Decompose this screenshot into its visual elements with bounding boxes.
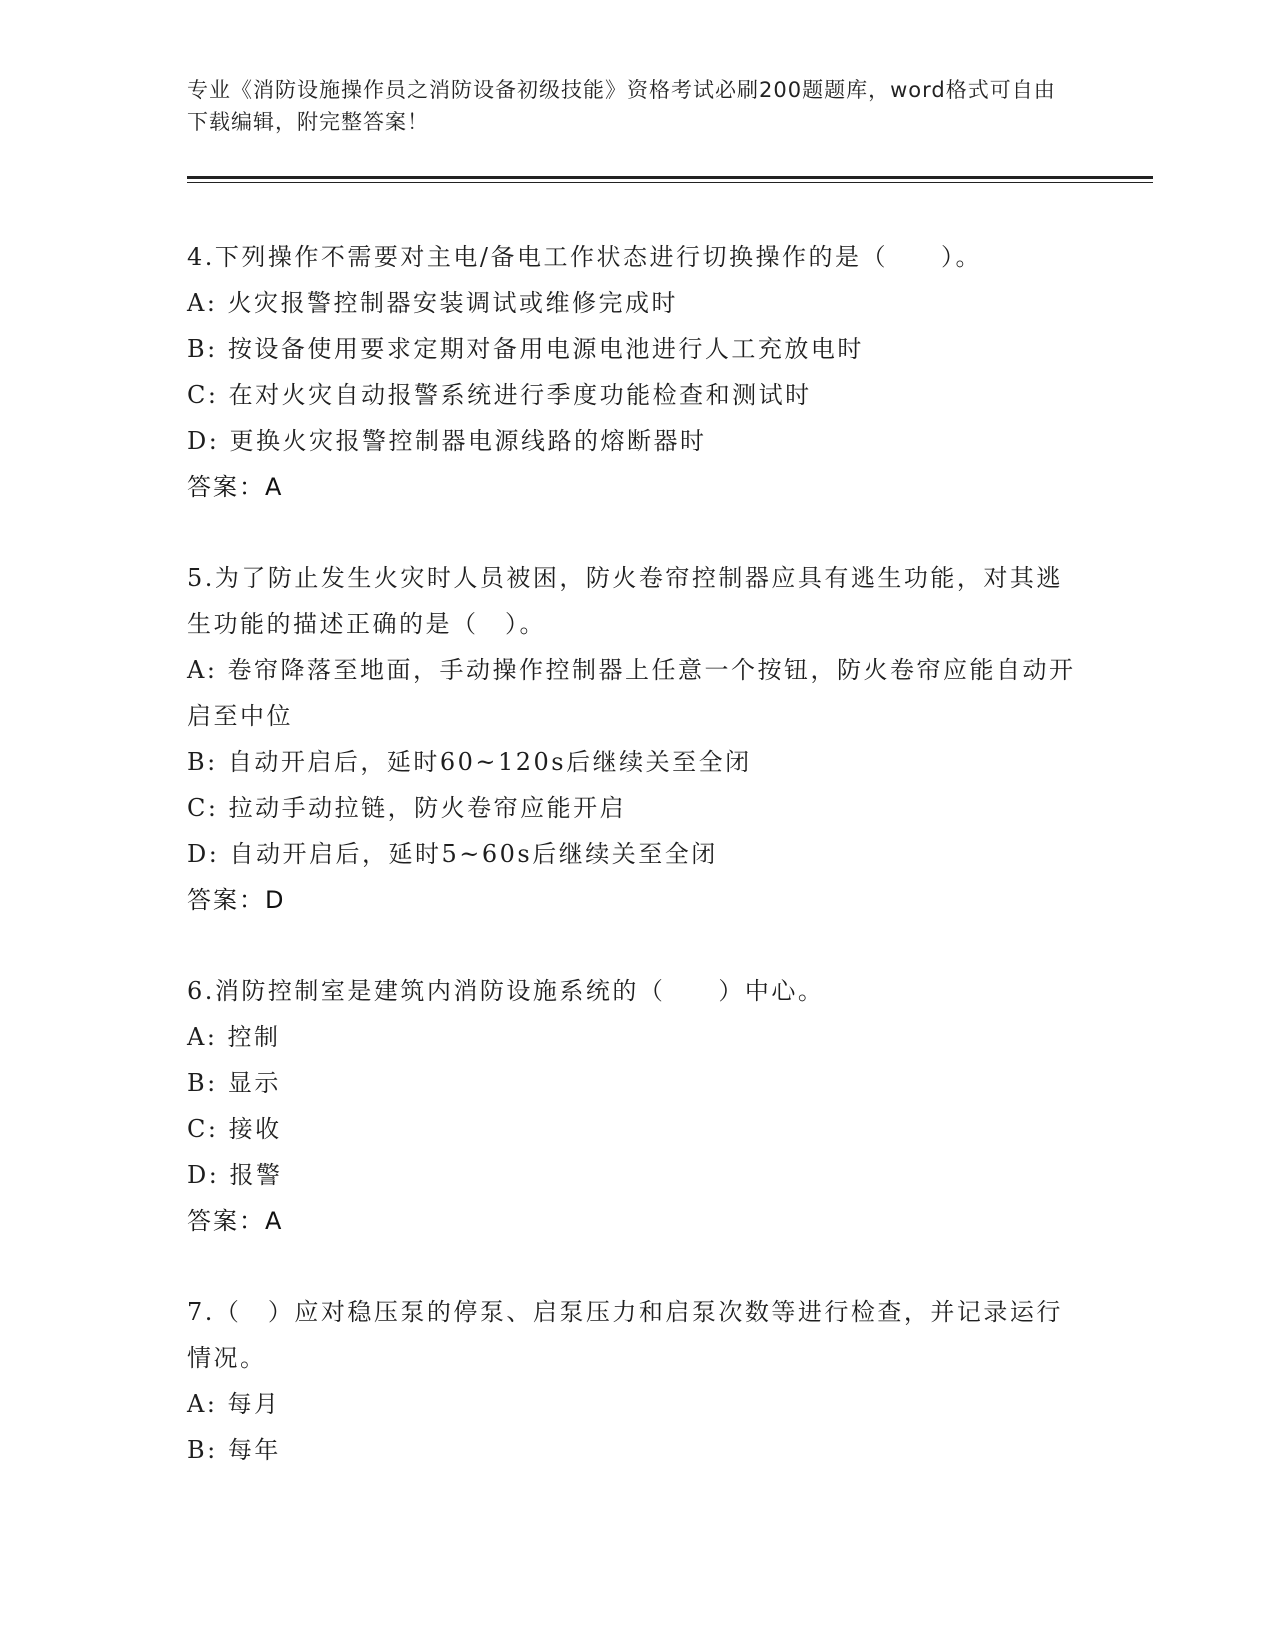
question-7 bbox=[187, 1289, 1087, 1473]
header-divider-thin bbox=[187, 182, 1153, 183]
question-stem: 5.为了防止发生火灾时人员被困，防火卷帘控制器应具有逃生功能，对其逃生功能的描述正确的是（ ）。 bbox=[187, 564, 1063, 638]
option-a: A: 火灾报警控制器安装调试或维修完成时 bbox=[187, 289, 679, 317]
option-d: D: 报警 bbox=[187, 1161, 283, 1189]
option-b: B: 每年 bbox=[187, 1436, 281, 1464]
question-4 bbox=[187, 234, 1087, 510]
document-header: 专业《消防设施操作员之消防设备初级技能》资格考试必刷200题题库，word格式可自由下载编辑，附完整答案！ bbox=[187, 78, 1056, 134]
option-a: A: 每月 bbox=[187, 1390, 281, 1418]
question-stem: 6.消防控制室是建筑内消防设施系统的（ ）中心。 bbox=[187, 977, 825, 1005]
option-b: B: 显示 bbox=[187, 1069, 281, 1097]
option-b: B: 自动开启后，延时60~120s后继续关至全闭 bbox=[187, 748, 752, 776]
question-6 bbox=[187, 968, 1087, 1244]
option-b: B: 按设备使用要求定期对备用电源电池进行人工充放电时 bbox=[187, 335, 864, 363]
answer-line: 答案：D bbox=[187, 886, 286, 914]
option-d: D: 更换火灾报警控制器电源线路的熔断器时 bbox=[187, 427, 707, 455]
option-a: A: 卷帘降落至地面，手动操作控制器上任意一个按钮，防火卷帘应能自动开启至中位 bbox=[187, 656, 1076, 730]
option-d: D: 自动开启后，延时5~60s后继续关至全闭 bbox=[187, 840, 718, 868]
option-a: A: 控制 bbox=[187, 1023, 281, 1051]
answer-line: 答案：A bbox=[187, 1207, 284, 1235]
question-5 bbox=[187, 555, 1087, 923]
option-c: C: 拉动手动拉链，防火卷帘应能开启 bbox=[187, 794, 627, 822]
question-list bbox=[187, 234, 1087, 1518]
answer-line: 答案：A bbox=[187, 473, 284, 501]
question-stem: 7.（ ）应对稳压泵的停泵、启泵压力和启泵次数等进行检查，并记录运行情况。 bbox=[187, 1298, 1063, 1372]
header-divider-thick bbox=[187, 176, 1153, 179]
question-stem: 4.下列操作不需要对主电/备电工作状态进行切换操作的是（ ）。 bbox=[187, 243, 982, 271]
option-c: C: 在对火灾自动报警系统进行季度功能检查和测试时 bbox=[187, 381, 812, 409]
option-c: C: 接收 bbox=[187, 1115, 282, 1143]
